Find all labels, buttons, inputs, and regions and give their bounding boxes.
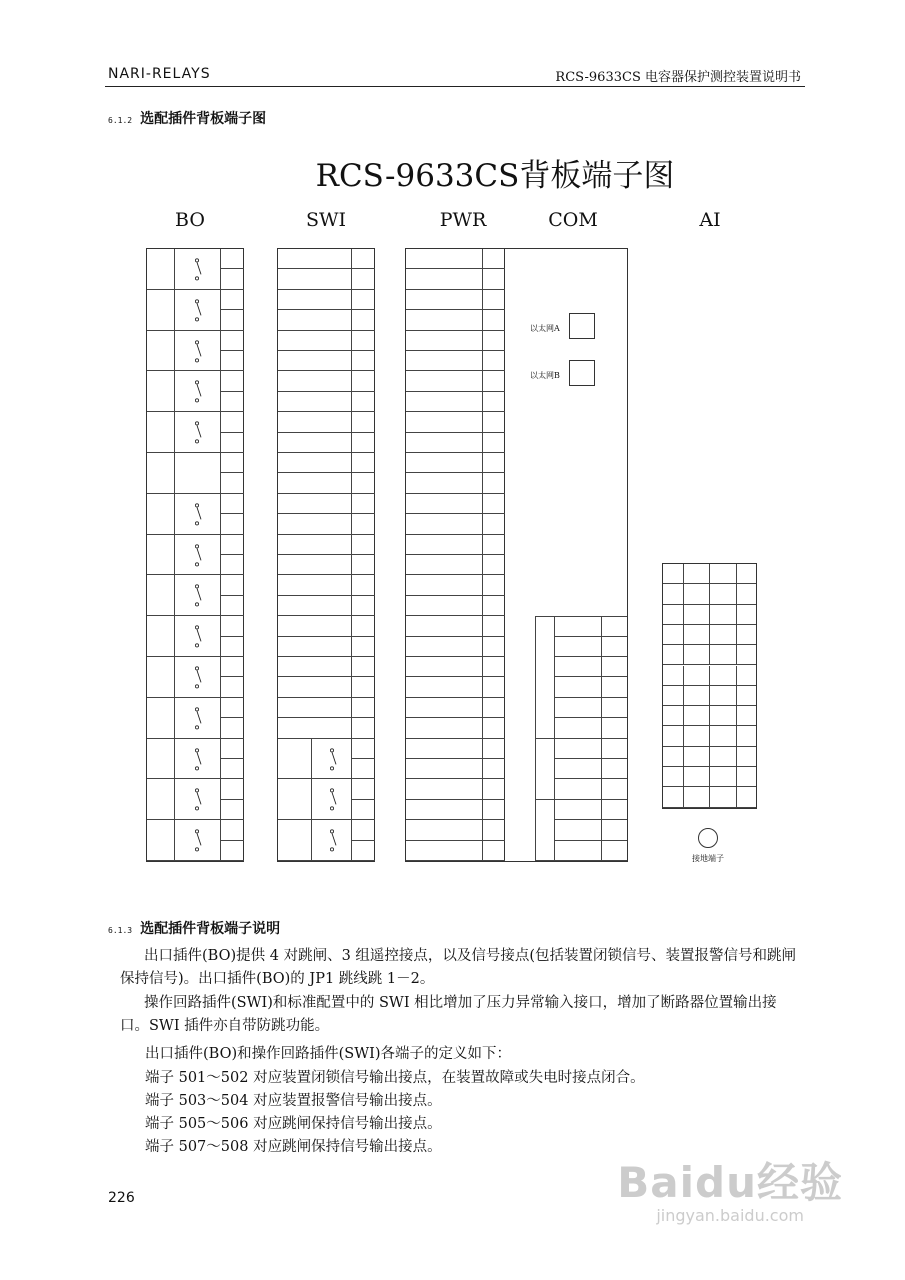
com-group-label	[535, 616, 555, 738]
swi-terminal-number	[352, 637, 375, 657]
section-number: 6.1.2	[108, 116, 133, 125]
pwr-terminal-number	[483, 759, 505, 779]
com-terminal-label	[555, 616, 602, 636]
ethernet-port-label: 以太网B	[530, 371, 560, 380]
ai-terminal-cell	[710, 747, 737, 767]
diagram-title: RCS-9633CS背板端子图	[315, 158, 675, 194]
pwr-terminal-label	[406, 657, 483, 677]
ai-terminal-cell	[737, 787, 756, 807]
paragraph-4: 端子 501～502 对应装置闭锁信号输出接点，在装置故障或失电时接点闭合。	[145, 1070, 645, 1086]
pwr-terminal-label	[406, 841, 483, 861]
col-title-swi: SWI	[305, 209, 347, 231]
contact-switch-icon	[187, 779, 207, 820]
bo-group-label	[147, 616, 175, 657]
pwr-terminal-number	[483, 412, 505, 432]
swi-terminal-number	[352, 779, 375, 799]
bo-terminal-number	[221, 596, 244, 616]
pwr-terminal-label	[406, 371, 483, 391]
swi-terminal-number	[352, 820, 375, 840]
com-terminal-number	[602, 616, 627, 636]
swi-terminal-label	[278, 616, 352, 636]
bo-terminal-number	[221, 269, 244, 289]
contact-switch-icon	[187, 535, 207, 576]
pwr-terminal-label	[406, 800, 483, 820]
pwr-terminal-number	[483, 473, 505, 493]
contact-switch-icon	[187, 249, 207, 290]
contact-switch-icon	[187, 371, 207, 412]
ai-terminal-cell	[663, 564, 684, 584]
ai-terminal-cell	[663, 686, 684, 706]
ai-terminal-cell	[684, 726, 710, 746]
swi-terminal-label	[278, 718, 352, 738]
swi-terminal-label	[278, 453, 352, 473]
ai-terminal-cell	[710, 605, 737, 625]
paragraph-1: 出口插件(BO)提供 4 对跳闸、3 组遥控接点，以及信号接点(包括装置闭锁信号、装置报警信号和跳闸保持信号)。出口插件(BO)的 JP1 跳线跳 1－2。	[120, 948, 797, 987]
swi-terminal-number	[352, 616, 375, 636]
swi-terminal-number	[352, 535, 375, 555]
com-terminal-label	[555, 820, 602, 840]
swi-terminal-number	[352, 290, 375, 310]
ai-terminal-cell	[737, 726, 756, 746]
com-terminal-label	[555, 657, 602, 677]
bo-terminal-number	[221, 657, 244, 677]
ai-terminal-cell	[710, 625, 737, 645]
pwr-terminal-label	[406, 514, 483, 534]
swi-terminal-number	[352, 759, 375, 779]
com-terminal-number	[602, 677, 627, 697]
pwr-terminal-label	[406, 739, 483, 759]
com-terminal-number	[602, 800, 627, 820]
swi-terminal-number	[352, 269, 375, 289]
ai-terminal-cell	[684, 787, 710, 807]
section-title: 选配插件背板端子图	[140, 111, 267, 127]
pwr-terminal-number	[483, 800, 505, 820]
bo-terminal-number	[221, 800, 244, 820]
ai-terminal-cell	[737, 584, 756, 604]
ai-terminal-cell	[710, 564, 737, 584]
bo-terminal-number	[221, 820, 244, 840]
ai-terminal-cell	[737, 564, 756, 584]
swi-terminal-number	[352, 494, 375, 514]
swi-terminal-number	[352, 392, 375, 412]
swi-terminal-number	[352, 596, 375, 616]
com-panel	[505, 248, 628, 862]
pwr-terminal-label	[406, 392, 483, 412]
swi-terminal-label	[278, 657, 352, 677]
ai-terminal-cell	[737, 645, 756, 665]
bo-terminal-number	[221, 473, 244, 493]
pwr-terminal-number	[483, 433, 505, 453]
bo-terminal-number	[221, 575, 244, 595]
swi-terminal-number	[352, 677, 375, 697]
com-terminal-label	[555, 718, 602, 738]
section-heading-612	[108, 108, 266, 128]
swi-terminal-number	[352, 575, 375, 595]
contact-switch-icon	[322, 739, 342, 780]
ai-terminal-cell	[684, 605, 710, 625]
pwr-terminal-number	[483, 575, 505, 595]
swi-group-label	[278, 739, 312, 780]
paragraph-7: 端子 507～508 对应跳闸保持信号输出接点。	[145, 1139, 442, 1155]
pwr-terminal-number	[483, 535, 505, 555]
swi-terminal-label	[278, 514, 352, 534]
ai-terminal-cell	[684, 564, 710, 584]
pwr-terminal-label	[406, 331, 483, 351]
swi-terminal-number	[352, 718, 375, 738]
ai-terminal-cell	[684, 584, 710, 604]
ethernet-port	[569, 313, 595, 339]
pwr-terminal-number	[483, 779, 505, 799]
contact-switch-icon	[187, 616, 207, 657]
watermark-brand: Baidu经验	[617, 1158, 843, 1207]
bo-terminal-number	[221, 535, 244, 555]
contact-switch-icon	[187, 575, 207, 616]
col-title-bo: BO	[175, 209, 205, 231]
com-terminal-number	[602, 759, 627, 779]
bo-terminal-number	[221, 412, 244, 432]
watermark-url: jingyan.baidu.com	[656, 1206, 804, 1225]
com-terminal-number	[602, 718, 627, 738]
contact-switch-icon	[187, 739, 207, 780]
bo-terminal-number	[221, 290, 244, 310]
ai-terminal-cell	[710, 706, 737, 726]
bo-group-label	[147, 249, 175, 290]
swi-terminal-label	[278, 310, 352, 330]
swi-terminal-number	[352, 698, 375, 718]
contact-switch-icon	[187, 331, 207, 372]
bo-terminal-number	[221, 555, 244, 575]
bo-group-label	[147, 657, 175, 698]
swi-terminal-number	[352, 433, 375, 453]
com-group-label	[535, 739, 555, 800]
ai-terminal-cell	[710, 645, 737, 665]
swi-terminal-label	[278, 637, 352, 657]
section-number: 6.1.3	[108, 926, 133, 935]
swi-terminal-label	[278, 371, 352, 391]
swi-terminal-label	[278, 331, 352, 351]
pwr-terminal-number	[483, 657, 505, 677]
contact-switch-icon	[187, 494, 207, 535]
pwr-terminal-number	[483, 739, 505, 759]
com-terminal-label	[555, 759, 602, 779]
com-terminal-number	[602, 698, 627, 718]
swi-terminal-label	[278, 351, 352, 371]
pwr-terminal-label	[406, 351, 483, 371]
ai-terminal-cell	[684, 706, 710, 726]
ai-terminal-cell	[663, 706, 684, 726]
pwr-terminal-number	[483, 331, 505, 351]
ai-terminal-cell	[663, 625, 684, 645]
ai-terminal-cell	[737, 605, 756, 625]
contact-switch-icon	[187, 290, 207, 331]
ai-terminal-cell	[684, 686, 710, 706]
ai-terminal-cell	[710, 787, 737, 807]
pwr-terminal-number	[483, 494, 505, 514]
ai-terminal-cell	[710, 666, 737, 686]
ai-terminal-cell	[684, 645, 710, 665]
swi-terminal-label	[278, 698, 352, 718]
bo-terminal-number	[221, 371, 244, 391]
section-heading-613	[108, 918, 280, 938]
pwr-terminal-number	[483, 249, 505, 269]
pwr-terminal-number	[483, 290, 505, 310]
swi-terminal-label	[278, 433, 352, 453]
swi-terminal-number	[352, 800, 375, 820]
ai-terminal-cell	[663, 767, 684, 787]
com-terminal-label	[555, 800, 602, 820]
swi-terminal-number	[352, 473, 375, 493]
bo-group-label	[147, 331, 175, 372]
ai-terminal-cell	[663, 584, 684, 604]
swi-terminal-number	[352, 412, 375, 432]
swi-terminal-number	[352, 310, 375, 330]
contact-switch-icon	[187, 820, 207, 861]
pwr-terminal-label	[406, 820, 483, 840]
ai-terminal-cell	[663, 726, 684, 746]
bo-terminal-number	[221, 249, 244, 269]
pwr-terminal-label	[406, 453, 483, 473]
bo-terminal-number	[221, 841, 244, 861]
pwr-terminal-label	[406, 616, 483, 636]
ai-terminal-cell	[737, 747, 756, 767]
paragraph-5: 端子 503～504 对应装置报警信号输出接点。	[145, 1093, 442, 1109]
bo-terminal-number	[221, 433, 244, 453]
pwr-terminal-label	[406, 677, 483, 697]
bo-terminal-number	[221, 779, 244, 799]
pwr-terminal-label	[406, 494, 483, 514]
com-terminal-number	[602, 820, 627, 840]
bo-group-label	[147, 739, 175, 780]
pwr-terminal-number	[483, 453, 505, 473]
bo-terminal-number	[221, 453, 244, 473]
swi-terminal-label	[278, 535, 352, 555]
swi-terminal-number	[352, 351, 375, 371]
pwr-terminal-number	[483, 269, 505, 289]
header-right: RCS-9633CS 电容器保护测控装置说明书	[555, 70, 801, 85]
bo-terminal-number	[221, 718, 244, 738]
swi-terminal-label	[278, 412, 352, 432]
ai-terminal-cell	[684, 625, 710, 645]
ai-terminal-cell	[710, 686, 737, 706]
swi-terminal-label	[278, 494, 352, 514]
bo-group-label	[147, 290, 175, 331]
pwr-terminal-label	[406, 596, 483, 616]
pwr-terminal-label	[406, 759, 483, 779]
col-title-com: COM	[548, 209, 598, 231]
ai-terminal-cell	[684, 747, 710, 767]
bo-terminal-number	[221, 637, 244, 657]
bo-terminal-number	[221, 514, 244, 534]
ai-terminal-cell	[663, 605, 684, 625]
ai-terminal-cell	[684, 666, 710, 686]
pwr-terminal-label	[406, 412, 483, 432]
swi-panel	[277, 248, 375, 862]
swi-group-label	[278, 779, 312, 820]
bo-group-label	[147, 371, 175, 412]
pwr-terminal-number	[483, 637, 505, 657]
com-terminal-number	[602, 637, 627, 657]
swi-terminal-label	[278, 575, 352, 595]
com-terminal-block-border	[535, 616, 627, 617]
swi-terminal-label	[278, 555, 352, 575]
swi-terminal-number	[352, 371, 375, 391]
ai-terminal-cell	[663, 645, 684, 665]
col-title-pwr: PWR	[439, 209, 487, 231]
pwr-terminal-label	[406, 310, 483, 330]
bo-terminal-number	[221, 677, 244, 697]
bo-terminal-number	[221, 351, 244, 371]
swi-terminal-number	[352, 453, 375, 473]
bo-contact-cell	[175, 453, 221, 494]
ai-terminal-cell	[710, 726, 737, 746]
pwr-terminal-number	[483, 555, 505, 575]
swi-terminal-label	[278, 677, 352, 697]
pwr-terminal-number	[483, 841, 505, 861]
swi-terminal-number	[352, 249, 375, 269]
contact-switch-icon	[322, 820, 342, 861]
pwr-terminal-number	[483, 698, 505, 718]
swi-terminal-number	[352, 514, 375, 534]
pwr-terminal-label	[406, 269, 483, 289]
pwr-terminal-number	[483, 351, 505, 371]
swi-terminal-label	[278, 290, 352, 310]
bo-group-label	[147, 575, 175, 616]
swi-terminal-number	[352, 657, 375, 677]
pwr-terminal-number	[483, 392, 505, 412]
ai-terminal-cell	[737, 706, 756, 726]
com-terminal-label	[555, 677, 602, 697]
pwr-terminal-number	[483, 677, 505, 697]
pwr-terminal-number	[483, 514, 505, 534]
swi-terminal-label	[278, 392, 352, 412]
paragraph-2: 操作回路插件(SWI)和标准配置中的 SWI 相比增加了压力异常输入接口，增加了断路器位置输出接口。SWI 插件亦自带防跳功能。	[120, 995, 777, 1034]
swi-group-label	[278, 820, 312, 861]
pwr-terminal-number	[483, 718, 505, 738]
bo-terminal-number	[221, 698, 244, 718]
com-group-label	[535, 800, 555, 861]
com-terminal-label	[555, 841, 602, 861]
header-rule	[105, 86, 805, 87]
pwr-terminal-number	[483, 616, 505, 636]
bo-group-label	[147, 820, 175, 861]
swi-terminal-label	[278, 249, 352, 269]
header-left: NARI-RELAYS	[108, 66, 211, 82]
bo-terminal-number	[221, 759, 244, 779]
pwr-terminal-label	[406, 535, 483, 555]
ground-terminal	[698, 828, 718, 848]
pwr-terminal-number	[483, 820, 505, 840]
watermark	[617, 1150, 843, 1225]
swi-terminal-label	[278, 596, 352, 616]
pwr-terminal-label	[406, 433, 483, 453]
ai-terminal-cell	[710, 767, 737, 787]
pwr-terminal-label	[406, 249, 483, 269]
com-terminal-label	[555, 637, 602, 657]
contact-switch-icon	[322, 779, 342, 820]
ai-terminal-cell	[737, 666, 756, 686]
pwr-terminal-label	[406, 555, 483, 575]
swi-terminal-number	[352, 331, 375, 351]
contact-switch-icon	[187, 698, 207, 739]
pwr-terminal-label	[406, 575, 483, 595]
paragraph-6: 端子 505～506 对应跳闸保持信号输出接点。	[145, 1116, 442, 1132]
bo-group-label	[147, 494, 175, 535]
pwr-terminal-number	[483, 596, 505, 616]
section-title: 选配插件背板端子说明	[140, 921, 281, 937]
swi-terminal-label	[278, 269, 352, 289]
com-terminal-number	[602, 841, 627, 861]
bo-terminal-number	[221, 310, 244, 330]
bo-terminal-number	[221, 739, 244, 759]
swi-terminal-label	[278, 473, 352, 493]
contact-switch-icon	[187, 657, 207, 698]
pwr-terminal-label	[406, 698, 483, 718]
bo-group-label	[147, 535, 175, 576]
bo-terminal-number	[221, 331, 244, 351]
pwr-terminal-label	[406, 779, 483, 799]
com-terminal-label	[555, 779, 602, 799]
ai-terminal-cell	[663, 666, 684, 686]
pwr-terminal-label	[406, 473, 483, 493]
ground-label: 接地端子	[692, 854, 724, 863]
pwr-terminal-number	[483, 310, 505, 330]
bo-group-label	[147, 698, 175, 739]
ai-terminal-cell	[737, 767, 756, 787]
com-terminal-label	[555, 698, 602, 718]
ethernet-port	[569, 360, 595, 386]
ai-terminal-cell	[737, 686, 756, 706]
ai-terminal-cell	[663, 747, 684, 767]
col-title-ai: AI	[699, 209, 721, 231]
pwr-terminal-label	[406, 637, 483, 657]
bo-terminal-number	[221, 494, 244, 514]
bo-panel	[146, 248, 244, 862]
com-terminal-label	[555, 739, 602, 759]
pwr-terminal-number	[483, 371, 505, 391]
paragraph-3: 出口插件(BO)和操作回路插件(SWI)各端子的定义如下：	[145, 1046, 512, 1062]
swi-terminal-number	[352, 841, 375, 861]
bo-group-label	[147, 453, 175, 494]
com-terminal-number	[602, 779, 627, 799]
ethernet-port-label: 以太网A	[530, 324, 560, 333]
page-number: 226	[108, 1190, 135, 1206]
com-terminal-number	[602, 657, 627, 677]
swi-terminal-number	[352, 739, 375, 759]
com-terminal-number	[602, 739, 627, 759]
pwr-panel	[405, 248, 505, 862]
bo-terminal-number	[221, 392, 244, 412]
bo-group-label	[147, 779, 175, 820]
bo-terminal-number	[221, 616, 244, 636]
bo-group-label	[147, 412, 175, 453]
swi-terminal-number	[352, 555, 375, 575]
ai-terminal-cell	[684, 767, 710, 787]
ai-panel	[662, 563, 757, 809]
ai-terminal-cell	[663, 787, 684, 807]
ai-terminal-cell	[710, 584, 737, 604]
pwr-terminal-label	[406, 290, 483, 310]
ai-terminal-cell	[737, 625, 756, 645]
pwr-terminal-label	[406, 718, 483, 738]
contact-switch-icon	[187, 412, 207, 453]
